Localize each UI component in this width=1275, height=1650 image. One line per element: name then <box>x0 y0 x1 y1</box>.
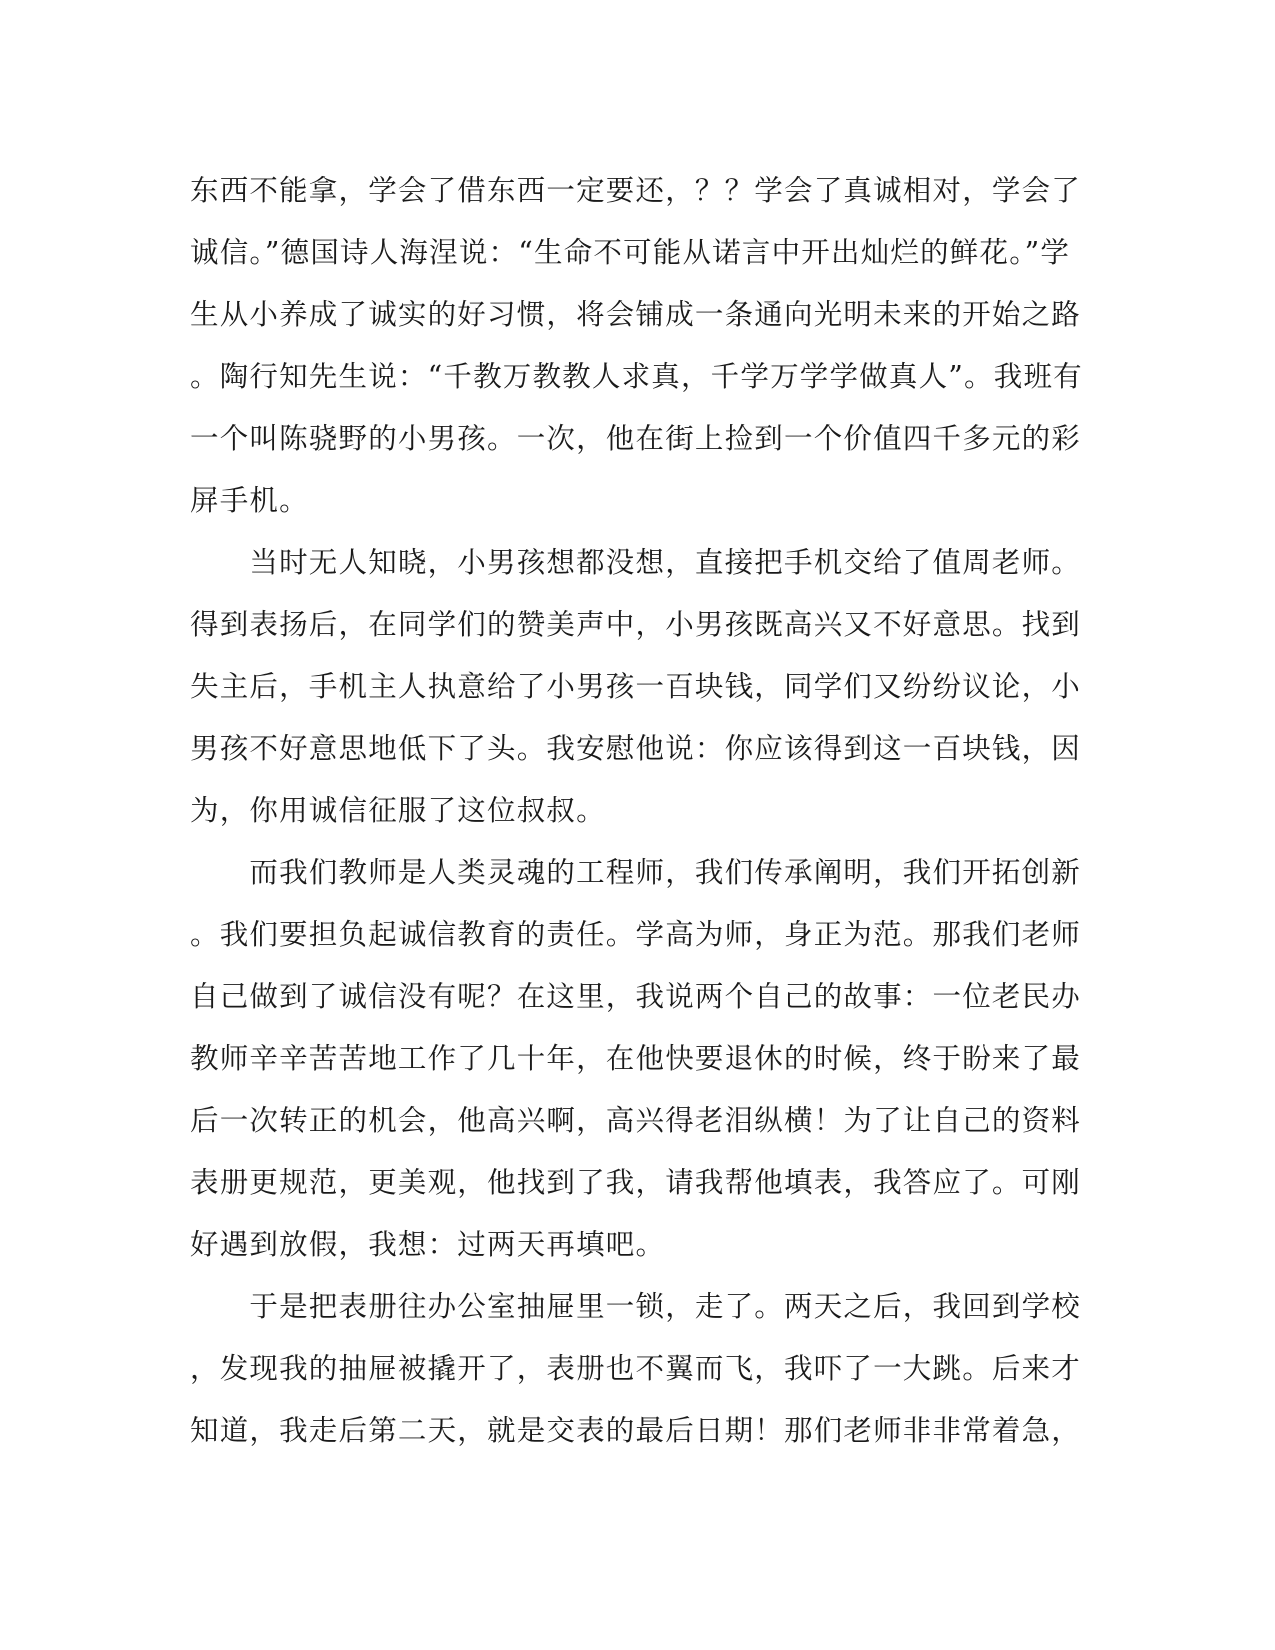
text-line: 男孩不好意思地低下了头。我安慰他说：你应该得到这一百块钱，因 <box>190 732 1082 765</box>
body-text <box>190 160 1090 1462</box>
text-line: 一个叫陈骁野的小男孩。一次，他在街上捡到一个价值四千多元的彩 <box>190 422 1082 455</box>
text-line: 为，你用诚信征服了这位叔叔。 <box>190 794 606 827</box>
text-line: 生从小养成了诚实的好习惯，将会铺成一条通向光明未来的开始之路 <box>190 298 1082 331</box>
text-line: 。陶行知先生说：“千教万教教人求真，千学万学学做真人”。我班有 <box>190 360 1083 393</box>
text-line: 屏手机。 <box>190 484 309 517</box>
text-line: 东西不能拿，学会了借东西一定要还，？？学会了真诚相对，学会了 <box>190 174 1082 207</box>
text-line: 。我们要担负起诚信教育的责任。学高为师，身正为范。那我们老师 <box>190 918 1082 951</box>
text-line: 好遇到放假，我想：过两天再填吧。 <box>190 1228 666 1261</box>
text-line: 知道，我走后第二天，就是交表的最后日期！那们老师非非常着急， <box>190 1414 1082 1447</box>
text-line: 后一次转正的机会，他高兴啊，高兴得老泪纵横！为了让自己的资料 <box>190 1104 1082 1137</box>
text-line: 得到表扬后，在同学们的赞美声中，小男孩既高兴又不好意思。找到 <box>190 608 1082 641</box>
text-line: ，发现我的抽屉被撬开了，表册也不翼而飞，我吓了一大跳。后来才 <box>190 1352 1082 1385</box>
text-line: 当时无人知晓，小男孩想都没想，直接把手机交给了值周老师。 <box>190 546 1082 579</box>
text-line: 教师辛辛苦苦地工作了几十年，在他快要退休的时候，终于盼来了最 <box>190 1042 1082 1075</box>
text-line: 自己做到了诚信没有呢？在这里，我说两个自己的故事：一位老民办 <box>190 980 1082 1013</box>
text-line: 表册更规范，更美观，他找到了我，请我帮他填表，我答应了。可刚 <box>190 1166 1082 1199</box>
text-line: 诚信。”德国诗人海涅说：“生命不可能从诺言中开出灿烂的鲜花。”学 <box>190 236 1071 269</box>
text-line: 失主后，手机主人执意给了小男孩一百块钱，同学们又纷纷议论，小 <box>190 670 1082 703</box>
text-line: 于是把表册往办公室抽屉里一锁，走了。两天之后，我回到学校 <box>190 1290 1082 1323</box>
text-line: 而我们教师是人类灵魂的工程师，我们传承阐明，我们开拓创新 <box>190 856 1082 889</box>
